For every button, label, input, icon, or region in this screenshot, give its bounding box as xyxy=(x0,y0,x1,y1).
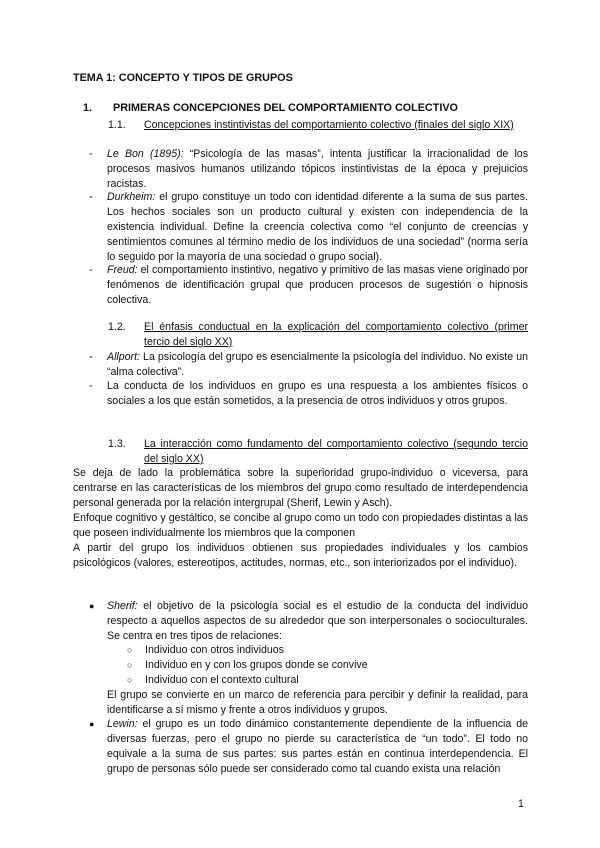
relation-text: Individuo en y con los grupos donde se convive xyxy=(145,659,368,671)
relation-text: Individuo con el contexto cultural xyxy=(145,674,299,686)
paragraph: A partir del grupo los individuos obtienen sus propiedades individuales y los cambios psicológicos (valores, estereotipos, actitudes, normas, etc., son interiorizados por el individuo). xyxy=(73,542,528,569)
page-title: TEMA 1: CONCEPTO Y TIPOS DE GRUPOS xyxy=(73,72,293,84)
paragraph: El grupo se convierte en un marco de referencia para percibir y definir la realidad, para identificarse a sí mismo y frente a otros individuos y grupos. xyxy=(107,689,528,716)
subsection-1-2-number: 1.2. xyxy=(108,321,126,333)
section-1-number: 1. xyxy=(83,102,93,114)
dash-marker: - xyxy=(89,191,93,203)
paragraph: Se deja de lado la problemática sobre la superioridad grupo-individuo o viceversa, para centrarse en las características de los miembros del grupo como resultado de interdependencia personal generada por la relación intergrupal (Sherif, Lewin y Asch). xyxy=(73,467,528,509)
author-name: Lewin: xyxy=(107,718,138,730)
dash-marker: - xyxy=(89,148,93,160)
dash-marker: - xyxy=(89,351,93,363)
author-name: Allport: xyxy=(107,351,140,363)
section-1-label: PRIMERAS CONCEPCIONES DEL COMPORTAMIENTO COLECTIVO xyxy=(113,102,458,114)
subsection-1-1-title: Concepciones instintivistas del comportamiento colectivo (finales del siglo XIX) xyxy=(144,119,514,131)
subsection-1-3-title: La interacción como fundamento del comportamiento colectivo (segundo tercio del siglo XX) xyxy=(144,438,528,465)
item-text: La conducta de los individuos en grupo es una respuesta a los ambientes físicos o sociales a los que están sometidos, a la presencia de otros individuos y otros grupos. xyxy=(107,380,528,407)
circle-marker: ○ xyxy=(127,645,133,655)
item-text: “Psicología de las masas”, intenta justificar la irracionalidad de los procesos masivos humanos utilizando tópicos instintivistas de la época y prejuicios racistas. xyxy=(107,148,528,190)
paragraph: Enfoque cognitivo y gestáltico, se concibe al grupo como un todo con propiedades distintas a las que poseen individualmente los miembros que la componen xyxy=(73,512,528,539)
circle-marker: ○ xyxy=(127,660,133,670)
dash-marker: - xyxy=(89,264,93,276)
subsection-1-3-number: 1.3. xyxy=(108,438,126,450)
item-text: el comportamiento instintivo, negativo y primitivo de las masas viene originado por fenómenos de identificación grupal que producen procesos de sugestión o hipnosis colectiva. xyxy=(107,264,528,306)
author-name: Le Bon (1895): xyxy=(107,148,184,160)
subsection-1-2-title: El énfasis conductual en la explicación del comportamiento colectivo (primer tercio del siglo XX) xyxy=(144,321,528,348)
author-name: Sherif: xyxy=(107,600,138,612)
page-number: 1 xyxy=(518,798,524,810)
bullet-marker: ● xyxy=(89,719,95,729)
item-text: el grupo constituye un todo con identidad diferente a la suma de sus partes. Los hechos sociales son un producto cultural y existen con independencia de la existencia individual. Define la creencia colectiva como “el conjunto de creencias y sentimientos comunes al término medio de los individuos de una sociedad” (norma sería lo seguido por la mayoría de una sociedad o grupo social). xyxy=(107,191,528,263)
circle-marker: ○ xyxy=(127,675,133,685)
subsection-1-1-number: 1.1. xyxy=(108,119,126,131)
dash-marker: - xyxy=(89,380,93,392)
item-text: el grupo es un todo dinámico constantemente dependiente de la influencia de diversas fuerzas, pero el grupo no pierde su característica de “un todo”. El todo no equivale a la suma de sus partes: sus partes están en continua interdependencia. El grupo de personas sólo puede ser considerado como tal cuando exista una relación xyxy=(107,718,528,775)
author-name: Freud: xyxy=(107,264,138,276)
section-1-heading xyxy=(83,101,458,116)
item-text: el objetivo de la psicología social es el estudio de la conducta del individuo respecto a aquellos aspectos de su alrededor que son interpersonales o socioculturales. Se centra en tres tipos de relaciones: xyxy=(107,600,528,642)
relation-text: Individuo con otros individuos xyxy=(145,644,284,656)
item-text: La psicología del grupo es esencialmente la psicología del individuo. No existe un “alma colectiva”. xyxy=(107,351,528,378)
bullet-marker: ● xyxy=(89,601,95,611)
author-name: Durkheim: xyxy=(107,191,156,203)
